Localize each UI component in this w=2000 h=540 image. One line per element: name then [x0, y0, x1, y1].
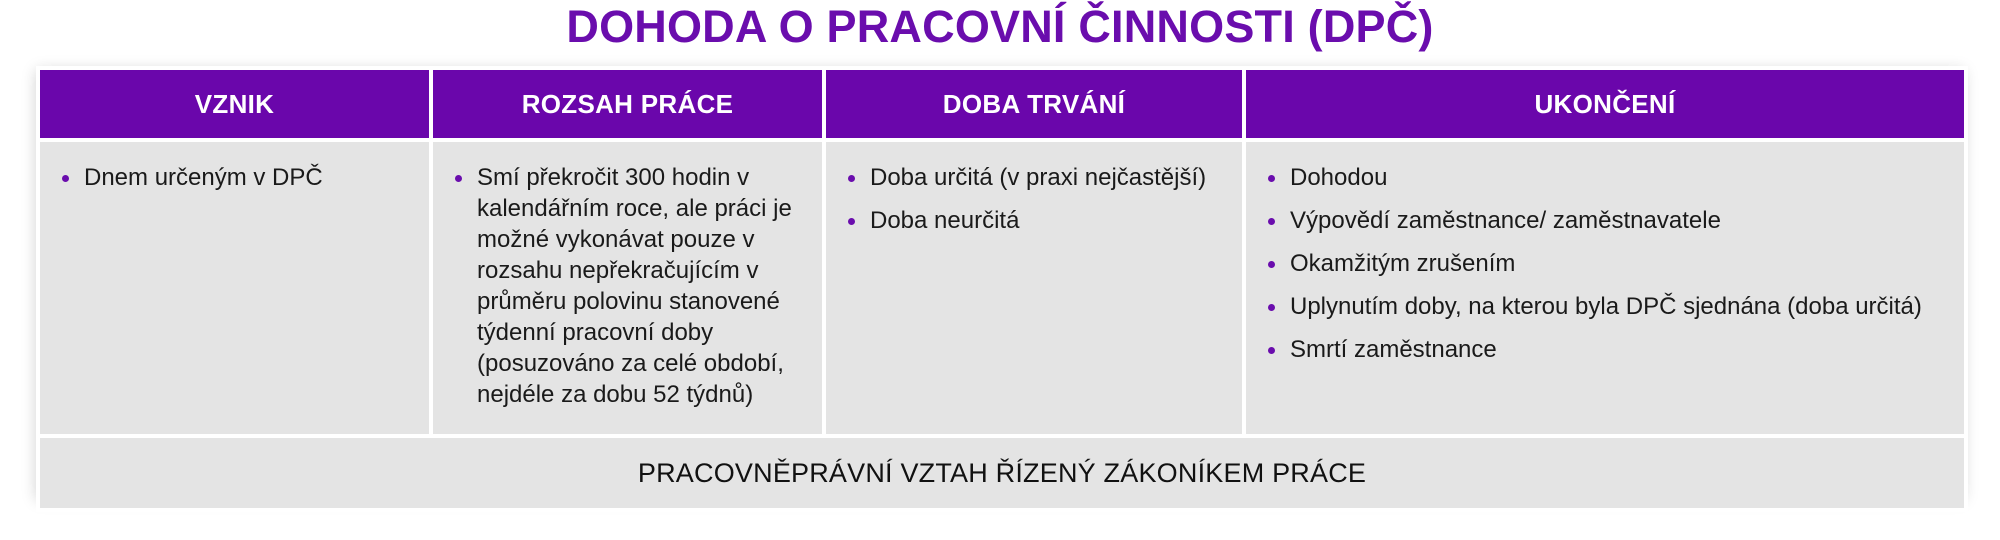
list-item-text: Okamžitým zrušením [1290, 250, 1516, 277]
bullet-icon [848, 218, 855, 225]
bullet-icon [848, 175, 855, 182]
list-item-text: Dohodou [1290, 164, 1388, 191]
list-item-text: Dnem určeným v DPČ [84, 164, 323, 191]
cell-ukonceni [1244, 140, 1966, 436]
cell-doba-trvani [824, 140, 1244, 436]
list-item [844, 205, 1230, 236]
bullet-icon [1268, 304, 1275, 311]
list-item-text: Smí překročit 300 hodin v kalendářním roce, ale práci je možné vykonávat pouze v rozsahu nepřekračujícím v průměru polovinu stanovené týdenní pracovní doby (posuzováno za celé období, nejdéle za dobu 52 týdnů) [477, 164, 792, 408]
bullet-icon [1268, 175, 1275, 182]
list-item-text: Doba neurčitá [870, 207, 1020, 234]
list-item-text: Smrtí zaměstnance [1290, 336, 1497, 363]
column-header-ukonceni: UKONČENÍ [1244, 68, 1966, 140]
list-item [58, 162, 417, 193]
doba-trvani-list [826, 142, 1242, 236]
ukonceni-list [1246, 142, 1964, 365]
list-item-text: Uplynutím doby, na kterou byla DPČ sjednána (doba určitá) [1290, 293, 1922, 320]
page-title: DOHODA O PRACOVNÍ ČINNOSTI (DPČ) [566, 1, 1434, 52]
bullet-icon [1268, 218, 1275, 225]
cell-vznik [38, 140, 431, 436]
bullet-icon [1268, 347, 1275, 354]
column-header-rozsah-prace: ROZSAH PRÁCE [431, 68, 824, 140]
bullet-icon [62, 175, 69, 182]
cell-rozsah-prace [431, 140, 824, 436]
list-item [1264, 248, 1952, 279]
column-header-vznik: VZNIK [38, 68, 431, 140]
list-item [1264, 205, 1952, 236]
list-item [1264, 291, 1952, 322]
rozsah-prace-list [433, 142, 822, 410]
bullet-icon [1268, 261, 1275, 268]
bullet-icon [455, 175, 462, 182]
vznik-list [40, 142, 429, 193]
header-row [38, 68, 1966, 140]
list-item [451, 162, 810, 410]
footer-text: PRACOVNĚPRÁVNÍ VZTAH ŘÍZENÝ ZÁKONÍKEM PRÁCE [38, 436, 1966, 510]
column-header-doba-trvani: DOBA TRVÁNÍ [824, 68, 1244, 140]
list-item-text: Doba určitá (v praxi nejčastější) [870, 164, 1207, 191]
content-row [38, 140, 1966, 436]
footer-row [38, 436, 1966, 510]
list-item [1264, 162, 1952, 193]
dpc-table [36, 66, 1968, 512]
list-item-text: Výpovědí zaměstnance/ zaměstnavatele [1290, 207, 1721, 234]
list-item [844, 162, 1230, 193]
list-item [1264, 334, 1952, 365]
dpc-table-container [36, 66, 1964, 496]
